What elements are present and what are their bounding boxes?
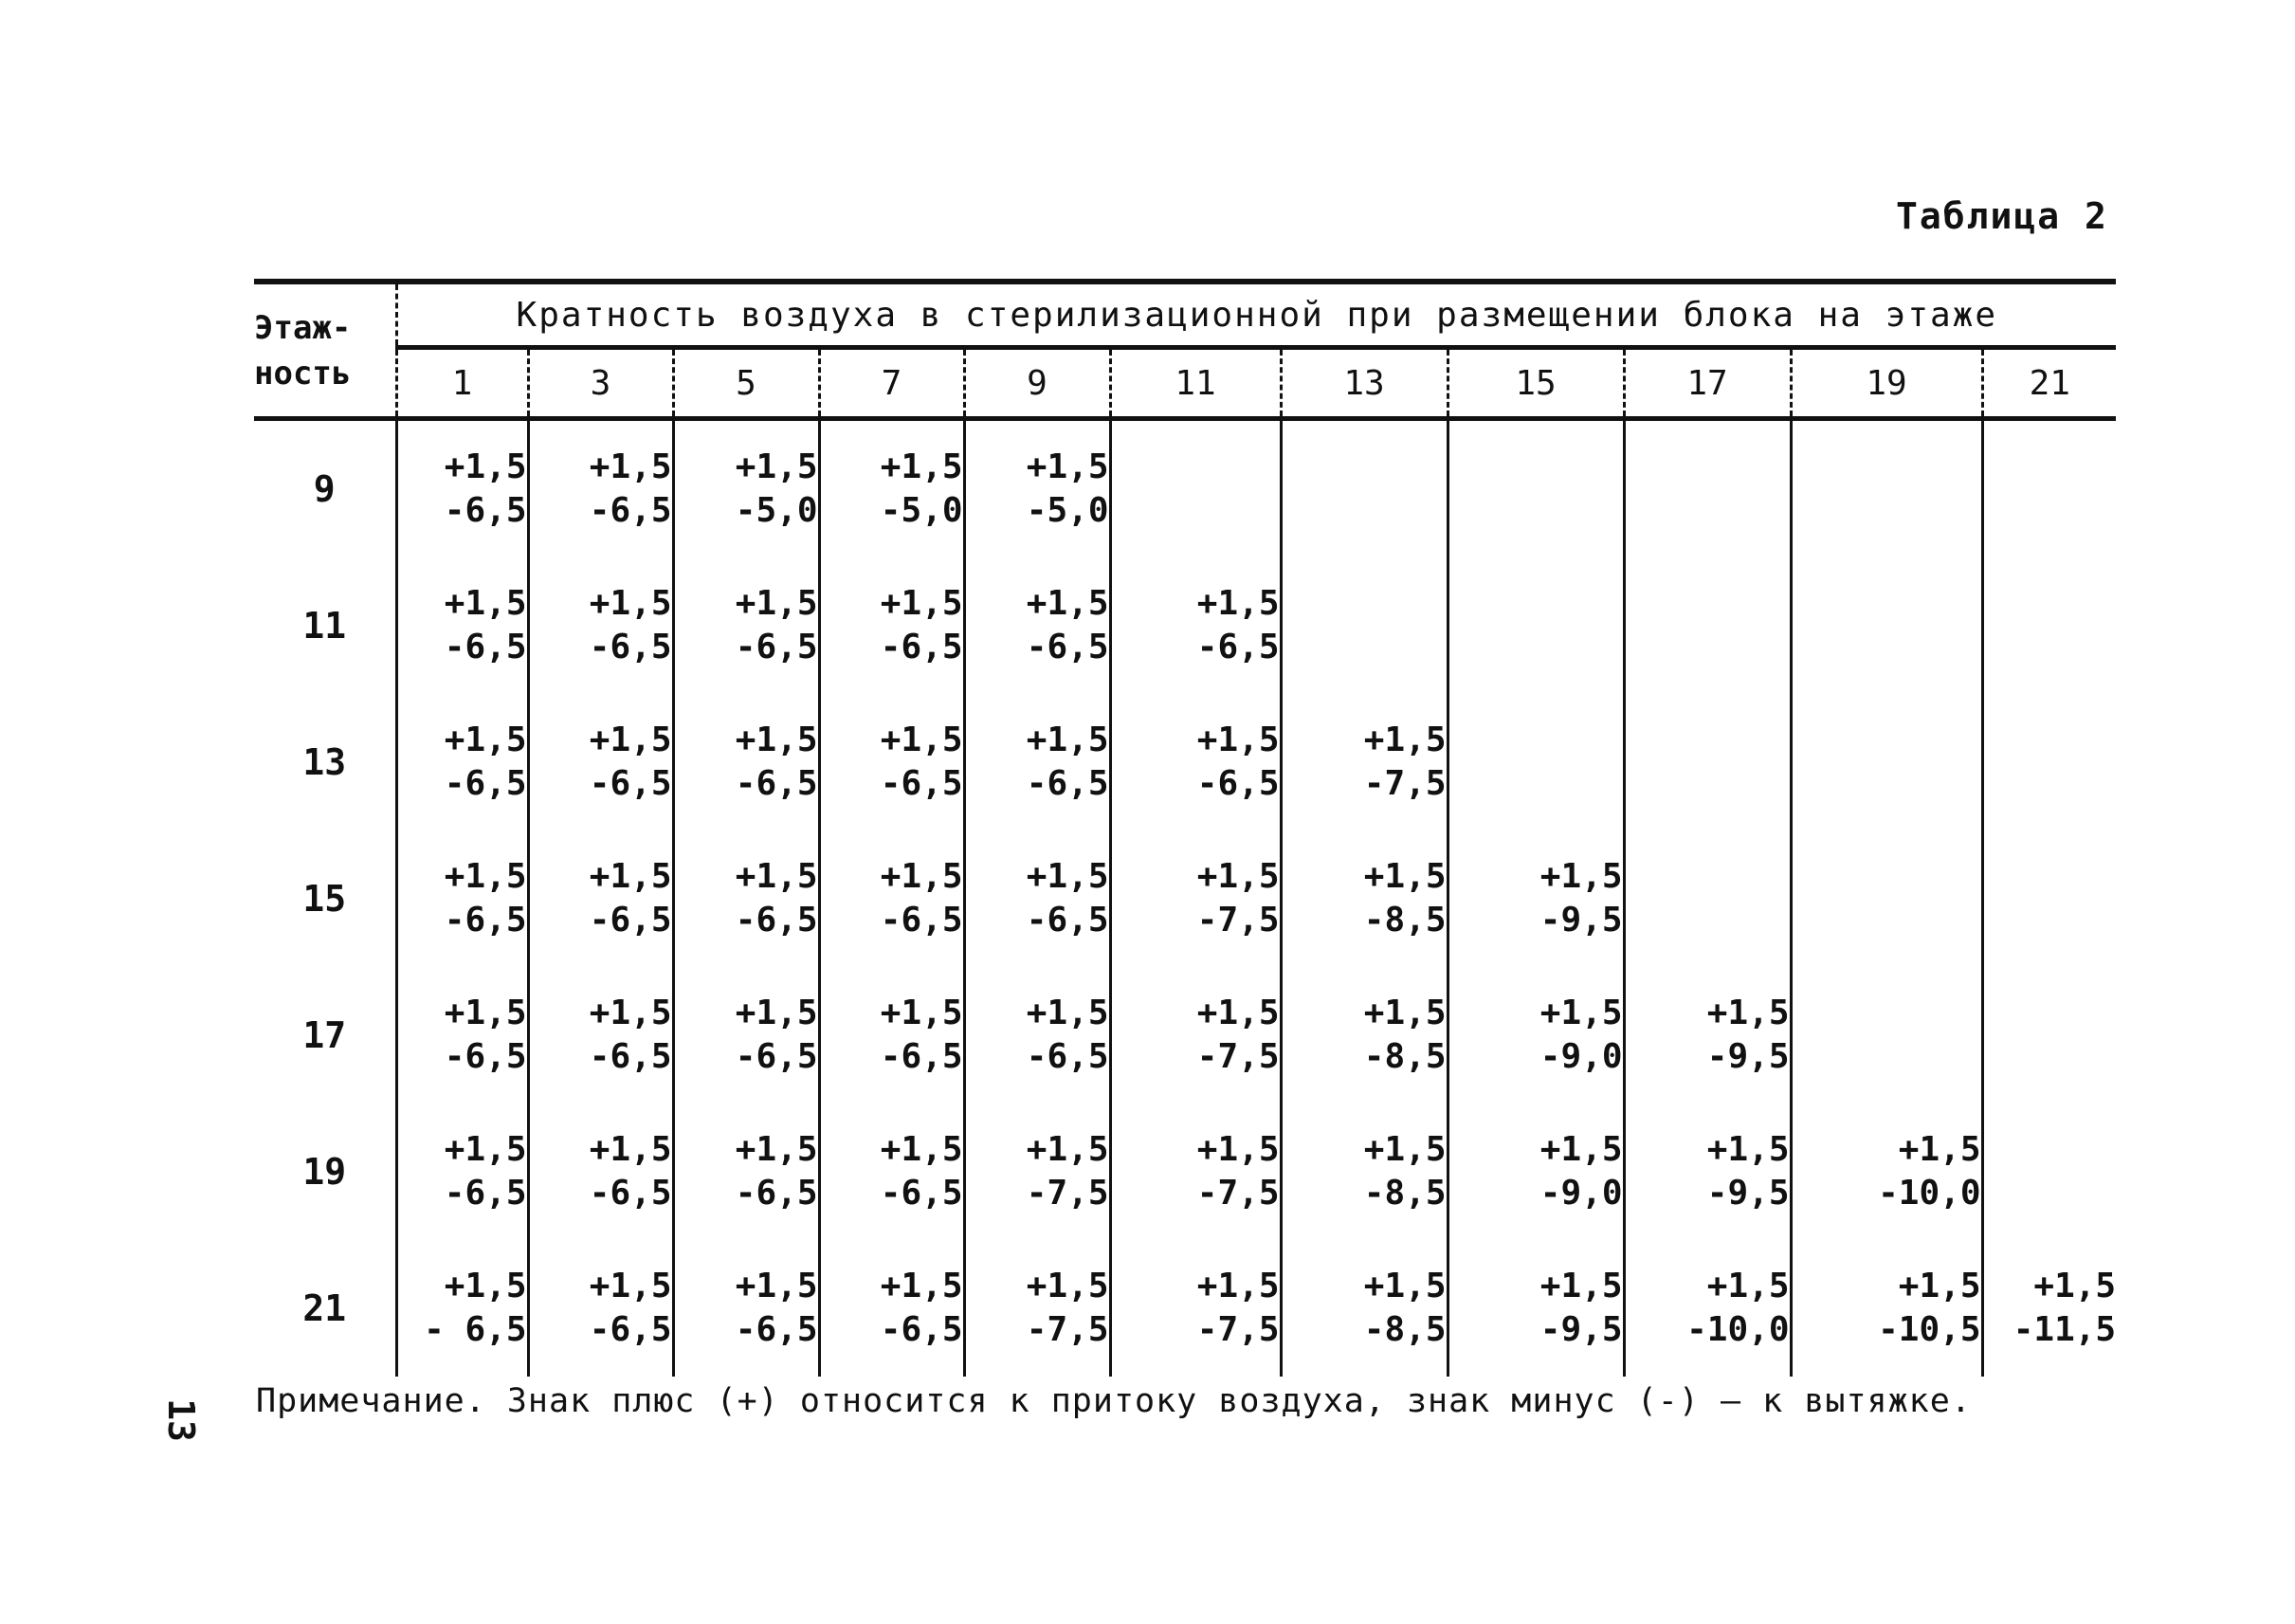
air-exchange-cell xyxy=(396,557,528,694)
supply-value: +1,5 xyxy=(589,721,672,759)
exhaust-value: -6,5 xyxy=(589,628,672,666)
column-header-floor-5: 5 xyxy=(673,348,819,419)
supply-value: +1,5 xyxy=(1363,1267,1447,1305)
air-exchange-cell xyxy=(964,1240,1110,1377)
supply-value: +1,5 xyxy=(1363,1130,1447,1169)
air-exchange-cell xyxy=(1624,967,1791,1104)
air-exchange-cell xyxy=(528,419,673,558)
exhaust-value xyxy=(1984,489,2117,533)
air-exchange-cell xyxy=(528,967,673,1104)
supply-value: +1,5 xyxy=(444,1130,527,1169)
air-exchange-cell xyxy=(1281,830,1448,967)
air-exchange-cell xyxy=(819,1240,964,1377)
floor-count-cell: 13 xyxy=(254,694,396,830)
exhaust-value: -6,5 xyxy=(589,764,672,803)
supply-value: +1,5 xyxy=(1026,584,1109,623)
air-exchange-cell xyxy=(1624,830,1791,967)
exhaust-value: -6,5 xyxy=(1026,1037,1109,1076)
exhaust-value xyxy=(1283,626,1447,669)
supply-value xyxy=(1283,446,1447,489)
exhaust-value: -6,5 xyxy=(589,491,672,530)
air-exchange-cell xyxy=(1982,557,2116,694)
column-header-floor-7: 7 xyxy=(819,348,964,419)
supply-value: +1,5 xyxy=(1363,721,1447,759)
exhaust-value xyxy=(1984,899,2117,942)
air-exchange-cell xyxy=(1448,419,1624,558)
supply-value: +1,5 xyxy=(1026,1267,1109,1305)
supply-value: +1,5 xyxy=(735,857,818,896)
air-exchange-cell xyxy=(1791,967,1982,1104)
exhaust-value: -10,5 xyxy=(1878,1310,1981,1349)
table-row xyxy=(254,830,2116,967)
air-exchange-cell xyxy=(1982,1104,2116,1240)
supply-value: +1,5 xyxy=(1026,1130,1109,1169)
column-header-floor-1: 1 xyxy=(396,348,528,419)
supply-value: +1,5 xyxy=(1196,1267,1280,1305)
air-exchange-cell xyxy=(1448,967,1624,1104)
exhaust-value xyxy=(1449,762,1623,806)
air-exchange-cell xyxy=(964,419,1110,558)
table-row xyxy=(254,1104,2116,1240)
floor-count-cell: 9 xyxy=(254,419,396,558)
floor-count-cell: 19 xyxy=(254,1104,396,1240)
floor-count-cell: 15 xyxy=(254,830,396,967)
supply-value xyxy=(1626,855,1790,899)
supply-value xyxy=(1112,446,1280,489)
supply-value: +1,5 xyxy=(735,1267,818,1305)
air-exchange-cell xyxy=(1791,419,1982,558)
air-exchange-cell xyxy=(1281,1240,1448,1377)
floor-count-header-text: Этаж- ность xyxy=(254,308,352,392)
supply-value xyxy=(1793,992,1981,1035)
exhaust-value: -7,5 xyxy=(1196,1037,1280,1076)
air-exchange-cell xyxy=(1624,557,1791,694)
supply-value xyxy=(1793,446,1981,489)
column-header-floor-9: 9 xyxy=(964,348,1110,419)
exhaust-value: -10,0 xyxy=(1686,1310,1790,1349)
exhaust-value: -5,0 xyxy=(735,491,818,530)
air-exchange-cell xyxy=(1791,1104,1982,1240)
air-exchange-cell xyxy=(1110,694,1281,830)
air-exchange-cell xyxy=(964,830,1110,967)
table-row xyxy=(254,1240,2116,1377)
air-exchange-cell xyxy=(528,830,673,967)
exhaust-value: -5,0 xyxy=(1026,491,1109,530)
supply-value xyxy=(1984,446,2117,489)
exhaust-value: -6,5 xyxy=(1026,901,1109,940)
exhaust-value: -6,5 xyxy=(880,628,963,666)
exhaust-value: -9,0 xyxy=(1539,1037,1623,1076)
air-exchange-cell xyxy=(1110,1240,1281,1377)
exhaust-value xyxy=(1984,1172,2117,1215)
exhaust-value xyxy=(1626,626,1790,669)
supply-value xyxy=(1984,582,2117,626)
supply-value xyxy=(1984,719,2117,762)
air-exchange-cell xyxy=(1448,557,1624,694)
exhaust-value: -6,5 xyxy=(444,628,527,666)
exhaust-value: -6,5 xyxy=(1196,628,1280,666)
supply-value: +1,5 xyxy=(1363,857,1447,896)
supply-value: +1,5 xyxy=(2033,1267,2117,1305)
table-row xyxy=(254,967,2116,1104)
air-exchange-cell xyxy=(528,694,673,830)
exhaust-value: -6,5 xyxy=(880,901,963,940)
table-caption: Таблица 2 xyxy=(1896,195,2108,237)
air-exchange-cell xyxy=(1448,694,1624,830)
supply-value: +1,5 xyxy=(1539,1267,1623,1305)
exhaust-value xyxy=(1626,762,1790,806)
column-header-floor-11: 11 xyxy=(1110,348,1281,419)
supply-value xyxy=(1793,582,1981,626)
supply-value: +1,5 xyxy=(880,584,963,623)
supply-value: +1,5 xyxy=(1706,1130,1790,1169)
air-exchange-cell xyxy=(964,557,1110,694)
exhaust-value xyxy=(1793,1035,1981,1079)
supply-value: +1,5 xyxy=(444,857,527,896)
air-exchange-cell xyxy=(673,830,819,967)
exhaust-value xyxy=(1449,626,1623,669)
air-exchange-cell xyxy=(396,1240,528,1377)
supply-value: +1,5 xyxy=(880,447,963,486)
air-exchange-cell xyxy=(819,830,964,967)
floor-count-cell: 17 xyxy=(254,967,396,1104)
air-exchange-cell xyxy=(819,967,964,1104)
exhaust-value xyxy=(1112,489,1280,533)
air-exchange-cell xyxy=(1791,830,1982,967)
exhaust-value: -6,5 xyxy=(735,628,818,666)
exhaust-value: -6,5 xyxy=(735,1037,818,1076)
exhaust-value: -6,5 xyxy=(444,901,527,940)
exhaust-value xyxy=(1793,626,1981,669)
supply-value xyxy=(1793,719,1981,762)
exhaust-value: -6,5 xyxy=(444,764,527,803)
exhaust-value: -6,5 xyxy=(880,1174,963,1213)
exhaust-value xyxy=(1793,899,1981,942)
exhaust-value: -5,0 xyxy=(880,491,963,530)
floor-placement-header-row xyxy=(254,348,2116,419)
supply-value: +1,5 xyxy=(880,1267,963,1305)
exhaust-value: -6,5 xyxy=(1026,764,1109,803)
supply-value: +1,5 xyxy=(1363,994,1447,1032)
supply-value xyxy=(1793,855,1981,899)
exhaust-value: -7,5 xyxy=(1026,1174,1109,1213)
exhaust-value: -8,5 xyxy=(1363,1174,1447,1213)
supply-value: +1,5 xyxy=(589,1130,672,1169)
page-number: 13 xyxy=(159,1398,202,1442)
supply-value: +1,5 xyxy=(880,857,963,896)
supply-value: +1,5 xyxy=(1196,1130,1280,1169)
air-exchange-cell xyxy=(1281,694,1448,830)
air-exchange-cell xyxy=(1982,830,2116,967)
air-exchange-cell xyxy=(1448,1240,1624,1377)
exhaust-value: - 6,5 xyxy=(424,1310,527,1349)
supply-value xyxy=(1449,446,1623,489)
exhaust-value xyxy=(1283,489,1447,533)
air-exchange-cell xyxy=(673,1240,819,1377)
supply-value: +1,5 xyxy=(735,721,818,759)
exhaust-value xyxy=(1984,762,2117,806)
column-header-floor-13: 13 xyxy=(1281,348,1448,419)
air-exchange-cell xyxy=(819,694,964,830)
air-exchange-cell xyxy=(1281,419,1448,558)
supply-value: +1,5 xyxy=(735,584,818,623)
air-exchange-cell xyxy=(396,830,528,967)
exhaust-value: -11,5 xyxy=(2013,1310,2117,1349)
supply-value: +1,5 xyxy=(735,447,818,486)
air-exchange-cell xyxy=(1982,419,2116,558)
air-exchange-group-header: Кратность воздуха в стерилизационной при размещении блока на этаже xyxy=(396,282,2116,348)
exhaust-value: -6,5 xyxy=(735,901,818,940)
exhaust-value: -9,5 xyxy=(1706,1037,1790,1076)
table-note: Примечание. Знак плюс (+) относится к притоку воздуха, знак минус (-) – к вытяжке. xyxy=(256,1382,1972,1420)
table-body xyxy=(254,419,2116,1378)
exhaust-value: -9,0 xyxy=(1539,1174,1623,1213)
air-exchange-cell xyxy=(964,967,1110,1104)
exhaust-value: -6,5 xyxy=(735,1310,818,1349)
air-exchange-cell xyxy=(1281,1104,1448,1240)
supply-value: +1,5 xyxy=(444,447,527,486)
supply-value: +1,5 xyxy=(1706,1267,1790,1305)
supply-value xyxy=(1626,446,1790,489)
supply-value: +1,5 xyxy=(589,857,672,896)
floor-count-header xyxy=(254,282,396,419)
exhaust-value: -8,5 xyxy=(1363,1310,1447,1349)
exhaust-value: -6,5 xyxy=(589,1174,672,1213)
exhaust-value: -6,5 xyxy=(444,1174,527,1213)
exhaust-value: -9,5 xyxy=(1539,901,1623,940)
air-exchange-cell xyxy=(1982,1240,2116,1377)
exhaust-value: -7,5 xyxy=(1196,1310,1280,1349)
exhaust-value: -9,5 xyxy=(1706,1174,1790,1213)
supply-value: +1,5 xyxy=(1026,994,1109,1032)
air-exchange-cell xyxy=(1791,557,1982,694)
air-exchange-cell xyxy=(396,694,528,830)
air-exchange-cell xyxy=(1982,694,2116,830)
air-exchange-cell xyxy=(396,1104,528,1240)
supply-value xyxy=(1626,719,1790,762)
air-exchange-cell xyxy=(1791,694,1982,830)
supply-value: +1,5 xyxy=(1706,994,1790,1032)
exhaust-value xyxy=(1626,489,1790,533)
table-row xyxy=(254,419,2116,558)
supply-value: +1,5 xyxy=(1196,721,1280,759)
column-header-floor-21: 21 xyxy=(1982,348,2116,419)
supply-value: +1,5 xyxy=(1026,447,1109,486)
supply-value xyxy=(1984,1128,2117,1172)
supply-value: +1,5 xyxy=(589,994,672,1032)
exhaust-value xyxy=(1984,626,2117,669)
air-exchange-cell xyxy=(1982,967,2116,1104)
exhaust-value xyxy=(1449,489,1623,533)
exhaust-value: -7,5 xyxy=(1363,764,1447,803)
air-exchange-cell xyxy=(1624,1240,1791,1377)
column-header-floor-3: 3 xyxy=(528,348,673,419)
supply-value: +1,5 xyxy=(1196,584,1280,623)
exhaust-value: -8,5 xyxy=(1363,1037,1447,1076)
exhaust-value: -6,5 xyxy=(444,1037,527,1076)
supply-value: +1,5 xyxy=(880,994,963,1032)
air-exchange-cell xyxy=(819,419,964,558)
air-exchange-cell xyxy=(673,1104,819,1240)
supply-value: +1,5 xyxy=(1539,994,1623,1032)
air-exchange-cell xyxy=(396,967,528,1104)
supply-value: +1,5 xyxy=(1026,857,1109,896)
column-header-floor-17: 17 xyxy=(1624,348,1791,419)
supply-value: +1,5 xyxy=(444,584,527,623)
exhaust-value: -6,5 xyxy=(880,764,963,803)
air-exchange-cell xyxy=(1448,1104,1624,1240)
exhaust-value: -6,5 xyxy=(880,1310,963,1349)
air-exchange-cell xyxy=(1624,694,1791,830)
air-exchange-cell xyxy=(1448,830,1624,967)
supply-value: +1,5 xyxy=(444,1267,527,1305)
air-exchange-cell xyxy=(673,694,819,830)
exhaust-value: -10,0 xyxy=(1878,1174,1981,1213)
table-row xyxy=(254,694,2116,830)
exhaust-value: -7,5 xyxy=(1196,1174,1280,1213)
column-header-floor-15: 15 xyxy=(1448,348,1624,419)
supply-value: +1,5 xyxy=(589,447,672,486)
floor-count-cell: 21 xyxy=(254,1240,396,1377)
exhaust-value: -6,5 xyxy=(589,1037,672,1076)
air-exchange-cell xyxy=(819,557,964,694)
supply-value: +1,5 xyxy=(1196,857,1280,896)
exhaust-value: -6,5 xyxy=(735,1174,818,1213)
air-exchange-cell xyxy=(673,557,819,694)
air-exchange-cell xyxy=(964,694,1110,830)
exhaust-value: -6,5 xyxy=(589,901,672,940)
air-exchange-cell xyxy=(819,1104,964,1240)
exhaust-value: -6,5 xyxy=(880,1037,963,1076)
table-row xyxy=(254,557,2116,694)
supply-value: +1,5 xyxy=(735,994,818,1032)
exhaust-value xyxy=(1793,489,1981,533)
supply-value: +1,5 xyxy=(1539,1130,1623,1169)
supply-value xyxy=(1984,855,2117,899)
supply-value: +1,5 xyxy=(444,721,527,759)
supply-value: +1,5 xyxy=(589,584,672,623)
air-exchange-cell xyxy=(1110,967,1281,1104)
supply-value: +1,5 xyxy=(1026,721,1109,759)
supply-value xyxy=(1449,582,1623,626)
supply-value: +1,5 xyxy=(1898,1130,1981,1169)
supply-value xyxy=(1626,582,1790,626)
air-exchange-cell xyxy=(964,1104,1110,1240)
exhaust-value: -7,5 xyxy=(1026,1310,1109,1349)
air-exchange-cell xyxy=(1110,419,1281,558)
supply-value: +1,5 xyxy=(735,1130,818,1169)
air-exchange-cell xyxy=(1624,419,1791,558)
air-exchange-cell xyxy=(396,419,528,558)
floor-count-cell: 11 xyxy=(254,557,396,694)
supply-value xyxy=(1283,582,1447,626)
exhaust-value xyxy=(1626,899,1790,942)
exhaust-value xyxy=(1984,1035,2117,1079)
exhaust-value: -6,5 xyxy=(444,491,527,530)
supply-value: +1,5 xyxy=(1898,1267,1981,1305)
air-exchange-cell xyxy=(1281,967,1448,1104)
exhaust-value: -6,5 xyxy=(1026,628,1109,666)
supply-value xyxy=(1984,992,2117,1035)
air-exchange-cell xyxy=(1624,1104,1791,1240)
air-exchange-cell xyxy=(1110,1104,1281,1240)
air-exchange-cell xyxy=(673,967,819,1104)
air-exchange-cell xyxy=(1281,557,1448,694)
ventilation-table xyxy=(254,279,2116,1377)
column-header-floor-19: 19 xyxy=(1791,348,1982,419)
air-exchange-cell xyxy=(1110,557,1281,694)
exhaust-value: -9,5 xyxy=(1539,1310,1623,1349)
supply-value: +1,5 xyxy=(1196,994,1280,1032)
supply-value: +1,5 xyxy=(880,721,963,759)
supply-value: +1,5 xyxy=(589,1267,672,1305)
air-exchange-cell xyxy=(673,419,819,558)
supply-value: +1,5 xyxy=(444,994,527,1032)
exhaust-value: -7,5 xyxy=(1196,901,1280,940)
supply-value: +1,5 xyxy=(1539,857,1623,896)
air-exchange-cell xyxy=(528,1240,673,1377)
air-exchange-cell xyxy=(1791,1240,1982,1377)
exhaust-value xyxy=(1793,762,1981,806)
exhaust-value: -8,5 xyxy=(1363,901,1447,940)
air-exchange-cell xyxy=(528,1104,673,1240)
supply-value xyxy=(1449,719,1623,762)
exhaust-value: -6,5 xyxy=(735,764,818,803)
exhaust-value: -6,5 xyxy=(589,1310,672,1349)
air-exchange-cell xyxy=(1110,830,1281,967)
exhaust-value: -6,5 xyxy=(1196,764,1280,803)
supply-value: +1,5 xyxy=(880,1130,963,1169)
air-exchange-cell xyxy=(528,557,673,694)
